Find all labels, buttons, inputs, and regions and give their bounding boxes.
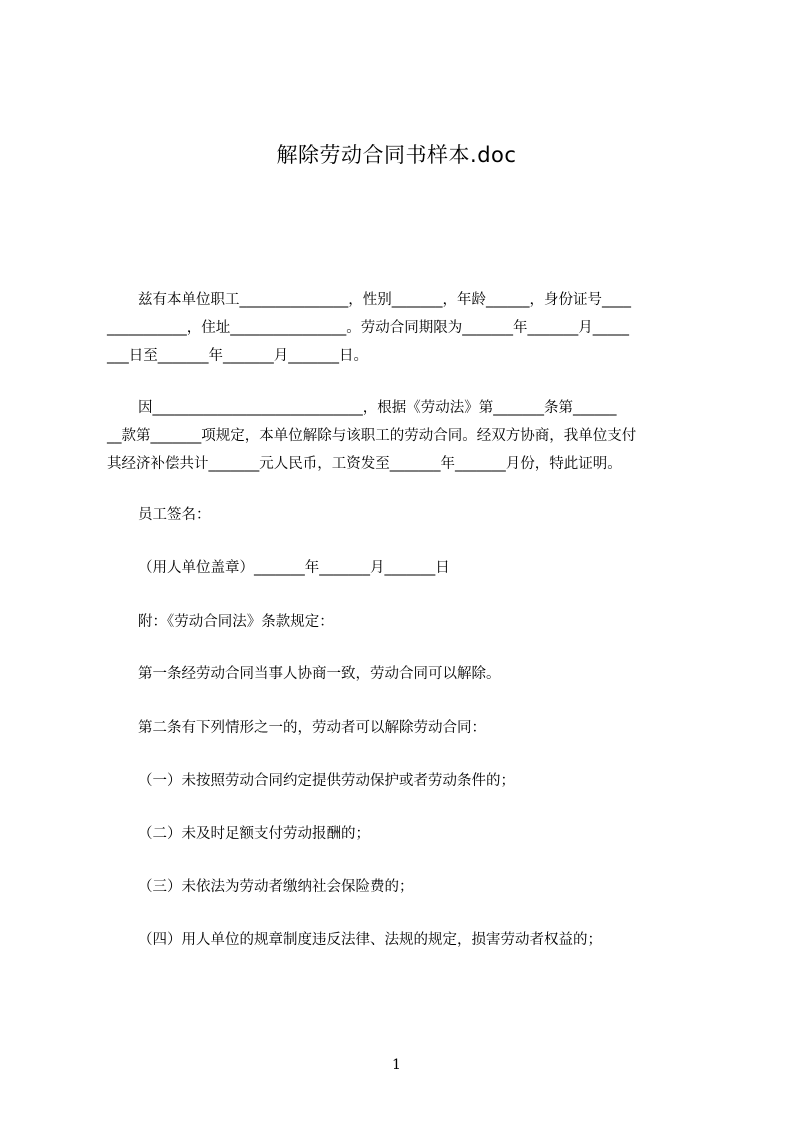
paragraph-2-line-2: __款第_______项规定，本单位解除与该职工的劳动合同。经双方协商，我单位支付 (107, 428, 637, 444)
article-2-item-3: （三）未依法为劳动者缴纳社会保险费的； (138, 879, 414, 895)
article-2-item-1: （一）未按照劳动合同约定提供劳动保护或者劳动条件的； (138, 773, 515, 789)
article-2-item-4: （四）用人单位的规章制度违反法律、法规的规定，损害劳动者权益的； (138, 932, 602, 948)
article-1: 第一条经劳动合同当事人协商一致，劳动合同可以解除。 (138, 666, 501, 682)
document-title: 解除劳动合同书样本.doc (276, 143, 517, 167)
appendix-heading: 附：《劳动合同法》条款规定： (138, 614, 334, 630)
employer-seal-line: （用人单位盖章）_______年_______月_______日 (138, 560, 450, 576)
paragraph-1-line-1: 兹有本单位职工_______________，性别_______，年龄______，身份证号____ (138, 292, 631, 308)
article-2-item-2: （二）未及时足额支付劳动报酬的； (138, 826, 370, 842)
page-number: 1 (392, 1057, 401, 1073)
paragraph-1-line-3: ___日至_______年_______月_______日。 (107, 348, 368, 364)
article-2: 第二条有下列情形之一的，劳动者可以解除劳动合同： (138, 720, 486, 736)
paragraph-2-line-3: 其经济补偿共计_______元人民币，工资发至_______年_______月份，特此证明。 (107, 456, 622, 472)
paragraph-1-line-2: ___________，住址________________。劳动合同期限为_______年_______月_____ (107, 320, 629, 336)
paragraph-2-line-1: 因_____________________________，根据《劳动法》第_______条第______ (138, 400, 617, 416)
employee-signature-line: 员工签名： (138, 507, 211, 523)
